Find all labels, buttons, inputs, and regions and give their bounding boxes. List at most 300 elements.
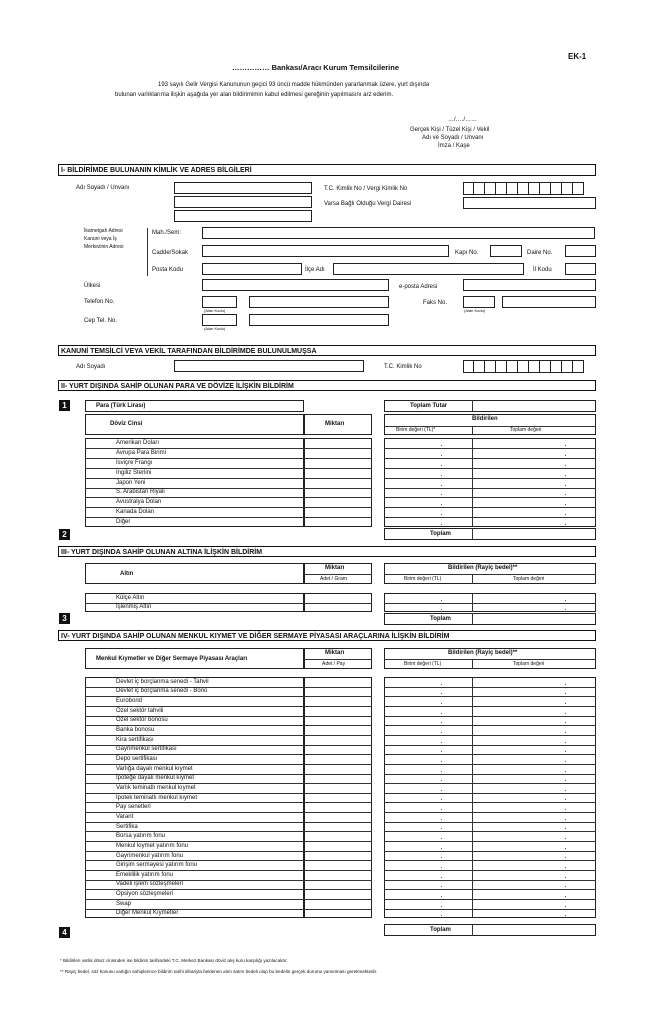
menkul-decimal-mark	[565, 693, 566, 694]
menkul-decimal-mark	[441, 751, 442, 752]
menkul-row-label: İpotek teminatlı menkul kıymet	[116, 794, 198, 801]
menkul-decimal-mark	[441, 896, 442, 897]
menkul-decimal-mark	[441, 877, 442, 878]
section-2-total-divider	[472, 528, 473, 540]
altin-decimal-mark	[565, 600, 566, 601]
menkul-decimal-mark	[441, 906, 442, 907]
ulke-input[interactable]	[202, 279, 389, 291]
kapi-input[interactable]	[490, 245, 522, 257]
menkul-decimal-mark	[441, 732, 442, 733]
menkul-row-label: Eurobond	[116, 698, 143, 705]
doviz-decimal-mark	[441, 455, 442, 456]
menkul-total-value-cell[interactable]	[474, 832, 594, 840]
menkul-amount-cell[interactable]	[306, 697, 370, 705]
menkul-total-value-cell[interactable]	[474, 726, 594, 734]
menkul-total-value-cell[interactable]	[474, 890, 594, 898]
name-label: Adı Soyadı / Unvanı	[76, 185, 130, 191]
menkul-amount-cell[interactable]	[306, 871, 370, 879]
menkul-total-value-cell[interactable]	[474, 861, 594, 869]
menkul-row-label: Varlık teminatlı menkul kıymet	[116, 784, 196, 791]
menkul-decimal-mark	[441, 780, 442, 781]
menkul-row-label: Girişim sermayesi yatırım fonu	[116, 862, 198, 869]
doviz-cinsi-header: Döviz Cinsi	[110, 421, 143, 427]
menkul-row-label: Gayrimenkul yatırım fonu	[116, 852, 184, 859]
menkul-amount-cell[interactable]	[306, 900, 370, 908]
menkul-total-value-cell[interactable]	[474, 707, 594, 715]
faks-area-input[interactable]	[463, 296, 495, 308]
bildirilen-sub-divider	[472, 426, 473, 435]
menkul-total-value-cell[interactable]	[474, 678, 594, 686]
doviz-unit-value-cell[interactable]	[386, 469, 470, 477]
menkul-row-label: Menkul kıymet yatırım fonu	[116, 842, 189, 849]
menkul-bildirilen-line	[384, 659, 596, 660]
menkul-unit-value-cell[interactable]	[386, 697, 470, 705]
name-input-3[interactable]	[174, 210, 312, 222]
doviz-total-value-cell[interactable]	[474, 498, 594, 506]
menkul-total-value-cell[interactable]	[474, 871, 594, 879]
mah-input[interactable]	[202, 227, 595, 239]
cep-area-input[interactable]	[202, 314, 237, 326]
doviz-amount-cell[interactable]	[306, 439, 370, 447]
menkul-row-label: Devlet iç borçlanma senedi - Tahvil	[116, 678, 209, 685]
name-input-1[interactable]	[174, 182, 312, 194]
doviz-total-value-cell[interactable]	[474, 508, 594, 516]
faks-input[interactable]	[502, 296, 596, 308]
daire-input[interactable]	[565, 245, 596, 257]
menkul-bildirilen-divider	[472, 659, 473, 669]
section-4-title: IV- YURT DIŞINDA SAHİP OLUNAN MENKUL KIYMET VE DİĞER SERMAYE PİYASASI ARAÇLARINA İLİŞKİN BİLDİRİM	[58, 630, 596, 641]
menkul-total-value-cell[interactable]	[474, 746, 594, 754]
menkul-row-label: Varlığa dayalı menkul kıymet	[116, 765, 193, 772]
doviz-amount-cell[interactable]	[306, 469, 370, 477]
menkul-decimal-mark	[441, 828, 442, 829]
tax-office-label: Varsa Bağlı Olduğu Vergi Dairesi	[324, 201, 412, 207]
menkul-amount-cell[interactable]	[306, 707, 370, 715]
menkul-unit-value-cell[interactable]	[386, 861, 470, 869]
doviz-decimal-mark	[565, 494, 566, 495]
menkul-total-value-cell[interactable]	[474, 697, 594, 705]
annex-label: EK-1	[568, 52, 587, 61]
menkul-amount-cell[interactable]	[306, 755, 370, 763]
doviz-total-value-cell[interactable]	[474, 518, 594, 526]
menkul-row-label: Kira sertifikası	[116, 736, 154, 743]
doviz-decimal-mark	[441, 494, 442, 495]
altin-miktari-line	[304, 574, 372, 575]
menkul-decimal-mark	[565, 761, 566, 762]
altin-unit-value-cell[interactable]	[386, 604, 470, 612]
menkul-miktari: Miktarı	[325, 650, 345, 656]
representative-title: KANUNİ TEMSİLCİ VEYA VEKİL TARAFINDAN BİLDİRİMDE BULUNULMUŞSA	[58, 345, 596, 356]
address-note-3: Merkezinin Adresi	[84, 244, 124, 250]
page-title: …………… Bankası/Aracı Kurum Temsilcilerine	[232, 63, 399, 72]
tel-area-caption: (Alan Kodu)	[204, 308, 226, 313]
menkul-decimal-mark	[441, 742, 442, 743]
section-3-total-box	[384, 613, 596, 625]
menkul-amount-cell[interactable]	[306, 813, 370, 821]
menkul-unit-value-cell[interactable]	[386, 832, 470, 840]
doviz-row-label: Amerikan Doları	[116, 439, 160, 446]
menkul-decimal-mark	[565, 906, 566, 907]
altin-unit-value-cell[interactable]	[386, 594, 470, 602]
eposta-label: e-posta Adresi	[399, 284, 438, 290]
altin-amount-cell[interactable]	[306, 604, 370, 612]
altin-amount-cell[interactable]	[306, 594, 370, 602]
altin-bildirilen: Bildirilen (Rayiç bedel)**	[448, 565, 518, 571]
menkul-decimal-mark	[565, 799, 566, 800]
menkul-amount-cell[interactable]	[306, 717, 370, 725]
doviz-amount-cell[interactable]	[306, 508, 370, 516]
menkul-decimal-mark	[441, 722, 442, 723]
menkul-row-label: Sertifika	[116, 823, 138, 830]
doviz-amount-cell[interactable]	[306, 479, 370, 487]
menkul-amount-cell[interactable]	[306, 726, 370, 734]
section-1-title: I- BİLDİRİMDE BULUNANIN KİMLİK VE ADRES BİLGİLERİ	[58, 164, 596, 176]
doviz-decimal-mark	[441, 445, 442, 446]
menkul-decimal-mark	[441, 886, 442, 887]
eposta-input[interactable]	[463, 279, 596, 291]
menkul-decimal-mark	[441, 771, 442, 772]
rep-tc-cells[interactable]	[463, 360, 584, 373]
menkul-unit-value-cell[interactable]	[386, 842, 470, 850]
doviz-unit-value-cell[interactable]	[386, 498, 470, 506]
menkul-toplam-degeri: Toplam değeri	[513, 661, 545, 667]
doviz-unit-value-cell[interactable]	[386, 459, 470, 467]
menkul-unit-value-cell[interactable]	[386, 755, 470, 763]
menkul-total-value-cell[interactable]	[474, 910, 594, 918]
menkul-decimal-mark	[441, 761, 442, 762]
menkul-total-value-cell[interactable]	[474, 852, 594, 860]
menkul-row-label: Swap	[116, 900, 132, 907]
doviz-row-label: Avustralya Doları	[116, 499, 162, 506]
cep-area-caption: (Alan Kodu)	[204, 326, 226, 331]
menkul-unit-value-cell[interactable]	[386, 717, 470, 725]
menkul-amount-cell[interactable]	[306, 832, 370, 840]
ilce-label: İlçe Adı	[305, 267, 325, 273]
tc-number-cells[interactable]	[463, 182, 584, 195]
menkul-amount-cell[interactable]	[306, 784, 370, 792]
menkul-total-value-cell[interactable]	[474, 717, 594, 725]
doviz-unit-value-cell[interactable]	[386, 479, 470, 487]
menkul-decimal-mark	[441, 799, 442, 800]
birim-degeri-header: Birim değeri (TL)*	[396, 427, 436, 433]
menkul-decimal-mark	[565, 877, 566, 878]
doviz-unit-value-cell[interactable]	[386, 439, 470, 447]
mah-label: Mah./Sem:	[152, 230, 182, 236]
doviz-row-label: İsviçre Frangı	[116, 459, 153, 466]
menkul-decimal-mark	[565, 819, 566, 820]
doviz-row-label: İngiliz Sterlini	[116, 469, 152, 476]
ilce-input[interactable]	[333, 263, 524, 275]
doviz-amount-cell[interactable]	[306, 449, 370, 457]
tel-input[interactable]	[249, 296, 389, 308]
menkul-decimal-mark	[441, 703, 442, 704]
menkul-row-label: Borsa yatırım fonu	[116, 833, 166, 840]
footnote-2: ** Rayiç bedel, söz konusu varlığın sahiplerince bildirim tarihi itibariyla beklenen alım satım bedeli olup bu bedelin gerçek durumu yansıtması gerekmektedir.	[60, 969, 378, 974]
altin-total-value-cell[interactable]	[474, 594, 594, 602]
menkul-unit-value-cell[interactable]	[386, 765, 470, 773]
menkul-unit-value-cell[interactable]	[386, 784, 470, 792]
menkul-unit-value-cell[interactable]	[386, 871, 470, 879]
altin-bildirilen-divider	[472, 574, 473, 584]
menkul-amount-cell[interactable]	[306, 688, 370, 696]
il-label: İl Kodu	[533, 267, 552, 273]
ulke-label: Ülkesi	[84, 283, 101, 289]
menkul-amount-cell[interactable]	[306, 678, 370, 686]
kapi-label: Kapı No.	[455, 250, 479, 256]
menkul-decimal-mark	[565, 809, 566, 810]
menkul-decimal-mark	[441, 693, 442, 694]
menkul-amount-cell[interactable]	[306, 823, 370, 831]
menkul-decimal-mark	[565, 838, 566, 839]
doviz-amount-cell[interactable]	[306, 498, 370, 506]
menkul-unit-value-cell[interactable]	[386, 707, 470, 715]
menkul-decimal-mark	[441, 857, 442, 858]
menkul-total-value-cell[interactable]	[474, 900, 594, 908]
menkul-unit-value-cell[interactable]	[386, 852, 470, 860]
doviz-decimal-mark	[441, 504, 442, 505]
altin-adet-gram: Adet / Gram	[320, 576, 347, 582]
doviz-total-value-cell[interactable]	[474, 439, 594, 447]
address-note-2: Kanuni veya İş	[84, 236, 117, 242]
doviz-amount-cell[interactable]	[306, 518, 370, 526]
menkul-row-label: Emeklilik yatırım fonu	[116, 871, 174, 878]
miktari-header: Miktarı	[325, 421, 345, 427]
menkul-decimal-mark	[565, 790, 566, 791]
posta-label: Posta Kodu	[152, 267, 184, 273]
section-3-title: III- YURT DIŞINDA SAHİP OLUNAN ALTINA İLİŞKİN BİLDİRİM	[58, 546, 596, 557]
address-bracket	[147, 228, 148, 276]
menkul-row-label: Gayrimenkul sertifikası	[116, 746, 177, 753]
menkul-decimal-mark	[441, 838, 442, 839]
menkul-total-value-cell[interactable]	[474, 813, 594, 821]
menkul-unit-value-cell[interactable]	[386, 900, 470, 908]
menkul-total-value-cell[interactable]	[474, 794, 594, 802]
intro-line-1: 193 sayılı Gelir Vergisi Kanununun geçici 93 üncü madde hükmünden yararlanmak üzere, yurt dışında	[158, 82, 430, 88]
doviz-decimal-mark	[441, 514, 442, 515]
menkul-amount-cell[interactable]	[306, 910, 370, 918]
menkul-amount-cell[interactable]	[306, 842, 370, 850]
menkul-adet-pay: Adet / Pay	[322, 661, 346, 667]
menkul-amount-cell[interactable]	[306, 890, 370, 898]
tel-area-input[interactable]	[202, 296, 237, 308]
il-input[interactable]	[565, 263, 596, 275]
menkul-row-label: Varant	[116, 813, 134, 820]
rep-name-input[interactable]	[174, 360, 364, 372]
doviz-decimal-mark	[565, 445, 566, 446]
tax-office-input[interactable]	[463, 197, 596, 209]
menkul-total-value-cell[interactable]	[474, 765, 594, 773]
section-4-badge: 4	[59, 927, 70, 938]
para-label: Para (Türk Lirası)	[96, 403, 146, 409]
menkul-row-label: Pay senetleri	[116, 804, 151, 811]
doviz-total-value-cell[interactable]	[474, 469, 594, 477]
menkul-row-label: Özel sektör tahvili	[116, 707, 164, 714]
doviz-unit-value-cell[interactable]	[386, 518, 470, 526]
menkul-unit-value-cell[interactable]	[386, 775, 470, 783]
menkul-decimal-mark	[565, 742, 566, 743]
altin-header-label: Altın	[120, 571, 134, 577]
section-2-total-box	[384, 528, 596, 540]
doviz-decimal-mark	[565, 475, 566, 476]
doviz-decimal-mark	[441, 485, 442, 486]
menkul-miktari-line	[304, 659, 372, 660]
date-field[interactable]: …/…./……	[448, 117, 478, 123]
daire-label: Daire No.	[527, 250, 553, 256]
menkul-value-divider	[472, 677, 473, 918]
altin-row-label: İşlenmiş Altın	[116, 604, 152, 611]
section-2-badge-1: 1	[59, 400, 70, 411]
doviz-row-label: Diğer	[116, 519, 131, 526]
menkul-decimal-mark	[441, 713, 442, 714]
altin-miktari: Miktarı	[325, 565, 345, 571]
menkul-row-label: Özel sektör bonosu	[116, 717, 168, 724]
menkul-unit-value-cell[interactable]	[386, 794, 470, 802]
menkul-decimal-mark	[565, 713, 566, 714]
doviz-total-value-cell[interactable]	[474, 449, 594, 457]
menkul-unit-value-cell[interactable]	[386, 803, 470, 811]
menkul-row-label: Opsiyon sözleşmeleri	[116, 891, 174, 898]
doviz-row-label: S. Arabistan Riyali	[116, 489, 165, 496]
menkul-row-label: Banka bonosu	[116, 727, 155, 734]
menkul-decimal-mark	[565, 684, 566, 685]
menkul-unit-value-cell[interactable]	[386, 746, 470, 754]
menkul-bildirilen: Bildirilen (Rayiç bedel)**	[448, 650, 518, 656]
menkul-amount-cell[interactable]	[306, 736, 370, 744]
doviz-unit-value-cell[interactable]	[386, 449, 470, 457]
doviz-total-value-cell[interactable]	[474, 489, 594, 497]
doviz-row-label: Avrupa Para Birimi	[116, 449, 166, 456]
section-3-total-label: Toplam	[430, 616, 451, 622]
menkul-decimal-mark	[565, 828, 566, 829]
menkul-total-value-cell[interactable]	[474, 755, 594, 763]
menkul-total-value-cell[interactable]	[474, 784, 594, 792]
doviz-decimal-mark	[441, 475, 442, 476]
menkul-total-value-cell[interactable]	[474, 803, 594, 811]
tc-label: T.C. Kimlik No / Vergi Kimlik No	[324, 186, 408, 192]
menkul-amount-cell[interactable]	[306, 775, 370, 783]
menkul-total-value-cell[interactable]	[474, 775, 594, 783]
menkul-decimal-mark	[565, 751, 566, 752]
menkul-decimal-mark	[441, 848, 442, 849]
menkul-total-value-cell[interactable]	[474, 736, 594, 744]
signature-line-3: İmza / Kaşe	[438, 143, 470, 149]
doviz-amount-cell[interactable]	[306, 459, 370, 467]
doviz-unit-value-cell[interactable]	[386, 508, 470, 516]
menkul-decimal-mark	[565, 896, 566, 897]
section-3-badge: 3	[59, 613, 70, 624]
menkul-unit-value-cell[interactable]	[386, 890, 470, 898]
menkul-total-value-cell[interactable]	[474, 881, 594, 889]
cadde-input[interactable]	[202, 245, 449, 257]
section-2-badge-2: 2	[59, 529, 70, 540]
menkul-decimal-mark	[441, 684, 442, 685]
section-2-title: II- YURT DIŞINDA SAHİP OLUNAN PARA VE DÖVİZE İLİŞKİN BİLDİRİM	[58, 380, 596, 391]
menkul-row-label: Diğer Menkul Kıymetler	[116, 910, 179, 917]
menkul-amount-cell[interactable]	[306, 881, 370, 889]
doviz-total-value-cell[interactable]	[474, 479, 594, 487]
menkul-header-label: Menkul Kıymetler ve Diğer Sermaye Piyasası Araçları	[96, 656, 248, 662]
menkul-amount-cell[interactable]	[306, 765, 370, 773]
menkul-unit-value-cell[interactable]	[386, 881, 470, 889]
menkul-amount-cell[interactable]	[306, 852, 370, 860]
menkul-birim-degeri: Birim değeri (TL)	[404, 661, 442, 667]
menkul-decimal-mark	[565, 732, 566, 733]
doviz-row-label: Kanada Doları	[116, 509, 155, 516]
menkul-row-label: Devlet iç borçlanma senedi - Bono	[116, 688, 208, 695]
address-note-1: İkametgah Adresi	[84, 228, 123, 234]
menkul-decimal-mark	[565, 886, 566, 887]
altin-total-value-cell[interactable]	[474, 604, 594, 612]
bildirilen-header: Bildirilen	[472, 416, 498, 422]
name-input-2[interactable]	[174, 196, 312, 208]
tel-label: Telefon No.	[84, 299, 115, 305]
menkul-amount-cell[interactable]	[306, 746, 370, 754]
rep-name-label: Adı Soyadı	[76, 364, 106, 370]
menkul-unit-value-cell[interactable]	[386, 823, 470, 831]
section-4-total-box	[384, 924, 596, 936]
cep-input[interactable]	[249, 314, 389, 326]
menkul-decimal-mark	[441, 915, 442, 916]
toplam-tutar-label[interactable]: Toplam Tutar	[410, 403, 448, 409]
cadde-label: Cadde/Sokak	[152, 250, 189, 256]
menkul-unit-value-cell[interactable]	[386, 910, 470, 918]
menkul-decimal-mark	[565, 771, 566, 772]
doviz-decimal-mark	[565, 455, 566, 456]
faks-area-caption: (Alan Kodu)	[464, 308, 486, 313]
section-2-total-label: Toplam	[430, 531, 451, 537]
menkul-decimal-mark	[441, 790, 442, 791]
menkul-decimal-mark	[565, 848, 566, 849]
altin-decimal-mark	[441, 600, 442, 601]
doviz-decimal-mark	[565, 504, 566, 505]
menkul-total-value-cell[interactable]	[474, 842, 594, 850]
menkul-amount-cell[interactable]	[306, 803, 370, 811]
doviz-unit-value-cell[interactable]	[386, 489, 470, 497]
menkul-decimal-mark	[565, 857, 566, 858]
menkul-total-value-cell[interactable]	[474, 823, 594, 831]
toplam-tutar-divider	[472, 400, 473, 412]
doviz-decimal-mark	[441, 465, 442, 466]
menkul-unit-value-cell[interactable]	[386, 726, 470, 734]
toplam-degeri-header: Toplam değeri	[510, 427, 542, 433]
menkul-decimal-mark	[565, 722, 566, 723]
altin-birim-degeri: Birim değeri (TL)	[404, 576, 442, 582]
section-4-total-divider	[472, 924, 473, 936]
signature-line-2: Adı ve Soyadı / Unvanı	[422, 135, 484, 141]
cep-label: Cep Tel. No.	[84, 318, 117, 324]
altin-header	[85, 563, 304, 584]
posta-input[interactable]	[202, 263, 302, 275]
menkul-total-value-cell[interactable]	[474, 688, 594, 696]
doviz-decimal-mark	[441, 524, 442, 525]
menkul-row-label: İpoteğe dayalı menkul kıymet	[116, 775, 195, 782]
menkul-decimal-mark	[441, 809, 442, 810]
menkul-amount-cell[interactable]	[306, 861, 370, 869]
doviz-total-value-cell[interactable]	[474, 459, 594, 467]
intro-line-2: bulunan varlıklarıma ilişkin aşağıda yer alan bildirimimin kabul edilmesi gereğinin yapılmasını arz ederim.	[115, 92, 394, 98]
menkul-unit-value-cell[interactable]	[386, 736, 470, 744]
menkul-decimal-mark	[565, 780, 566, 781]
doviz-value-divider	[472, 438, 473, 527]
menkul-unit-value-cell[interactable]	[386, 688, 470, 696]
menkul-unit-value-cell[interactable]	[386, 678, 470, 686]
menkul-amount-cell[interactable]	[306, 794, 370, 802]
menkul-row-label: Vadeli işlem sözleşmeleri	[116, 881, 183, 888]
doviz-amount-cell[interactable]	[306, 489, 370, 497]
menkul-decimal-mark	[565, 915, 566, 916]
altin-toplam-degeri: Toplam değeri	[513, 576, 545, 582]
menkul-unit-value-cell[interactable]	[386, 813, 470, 821]
